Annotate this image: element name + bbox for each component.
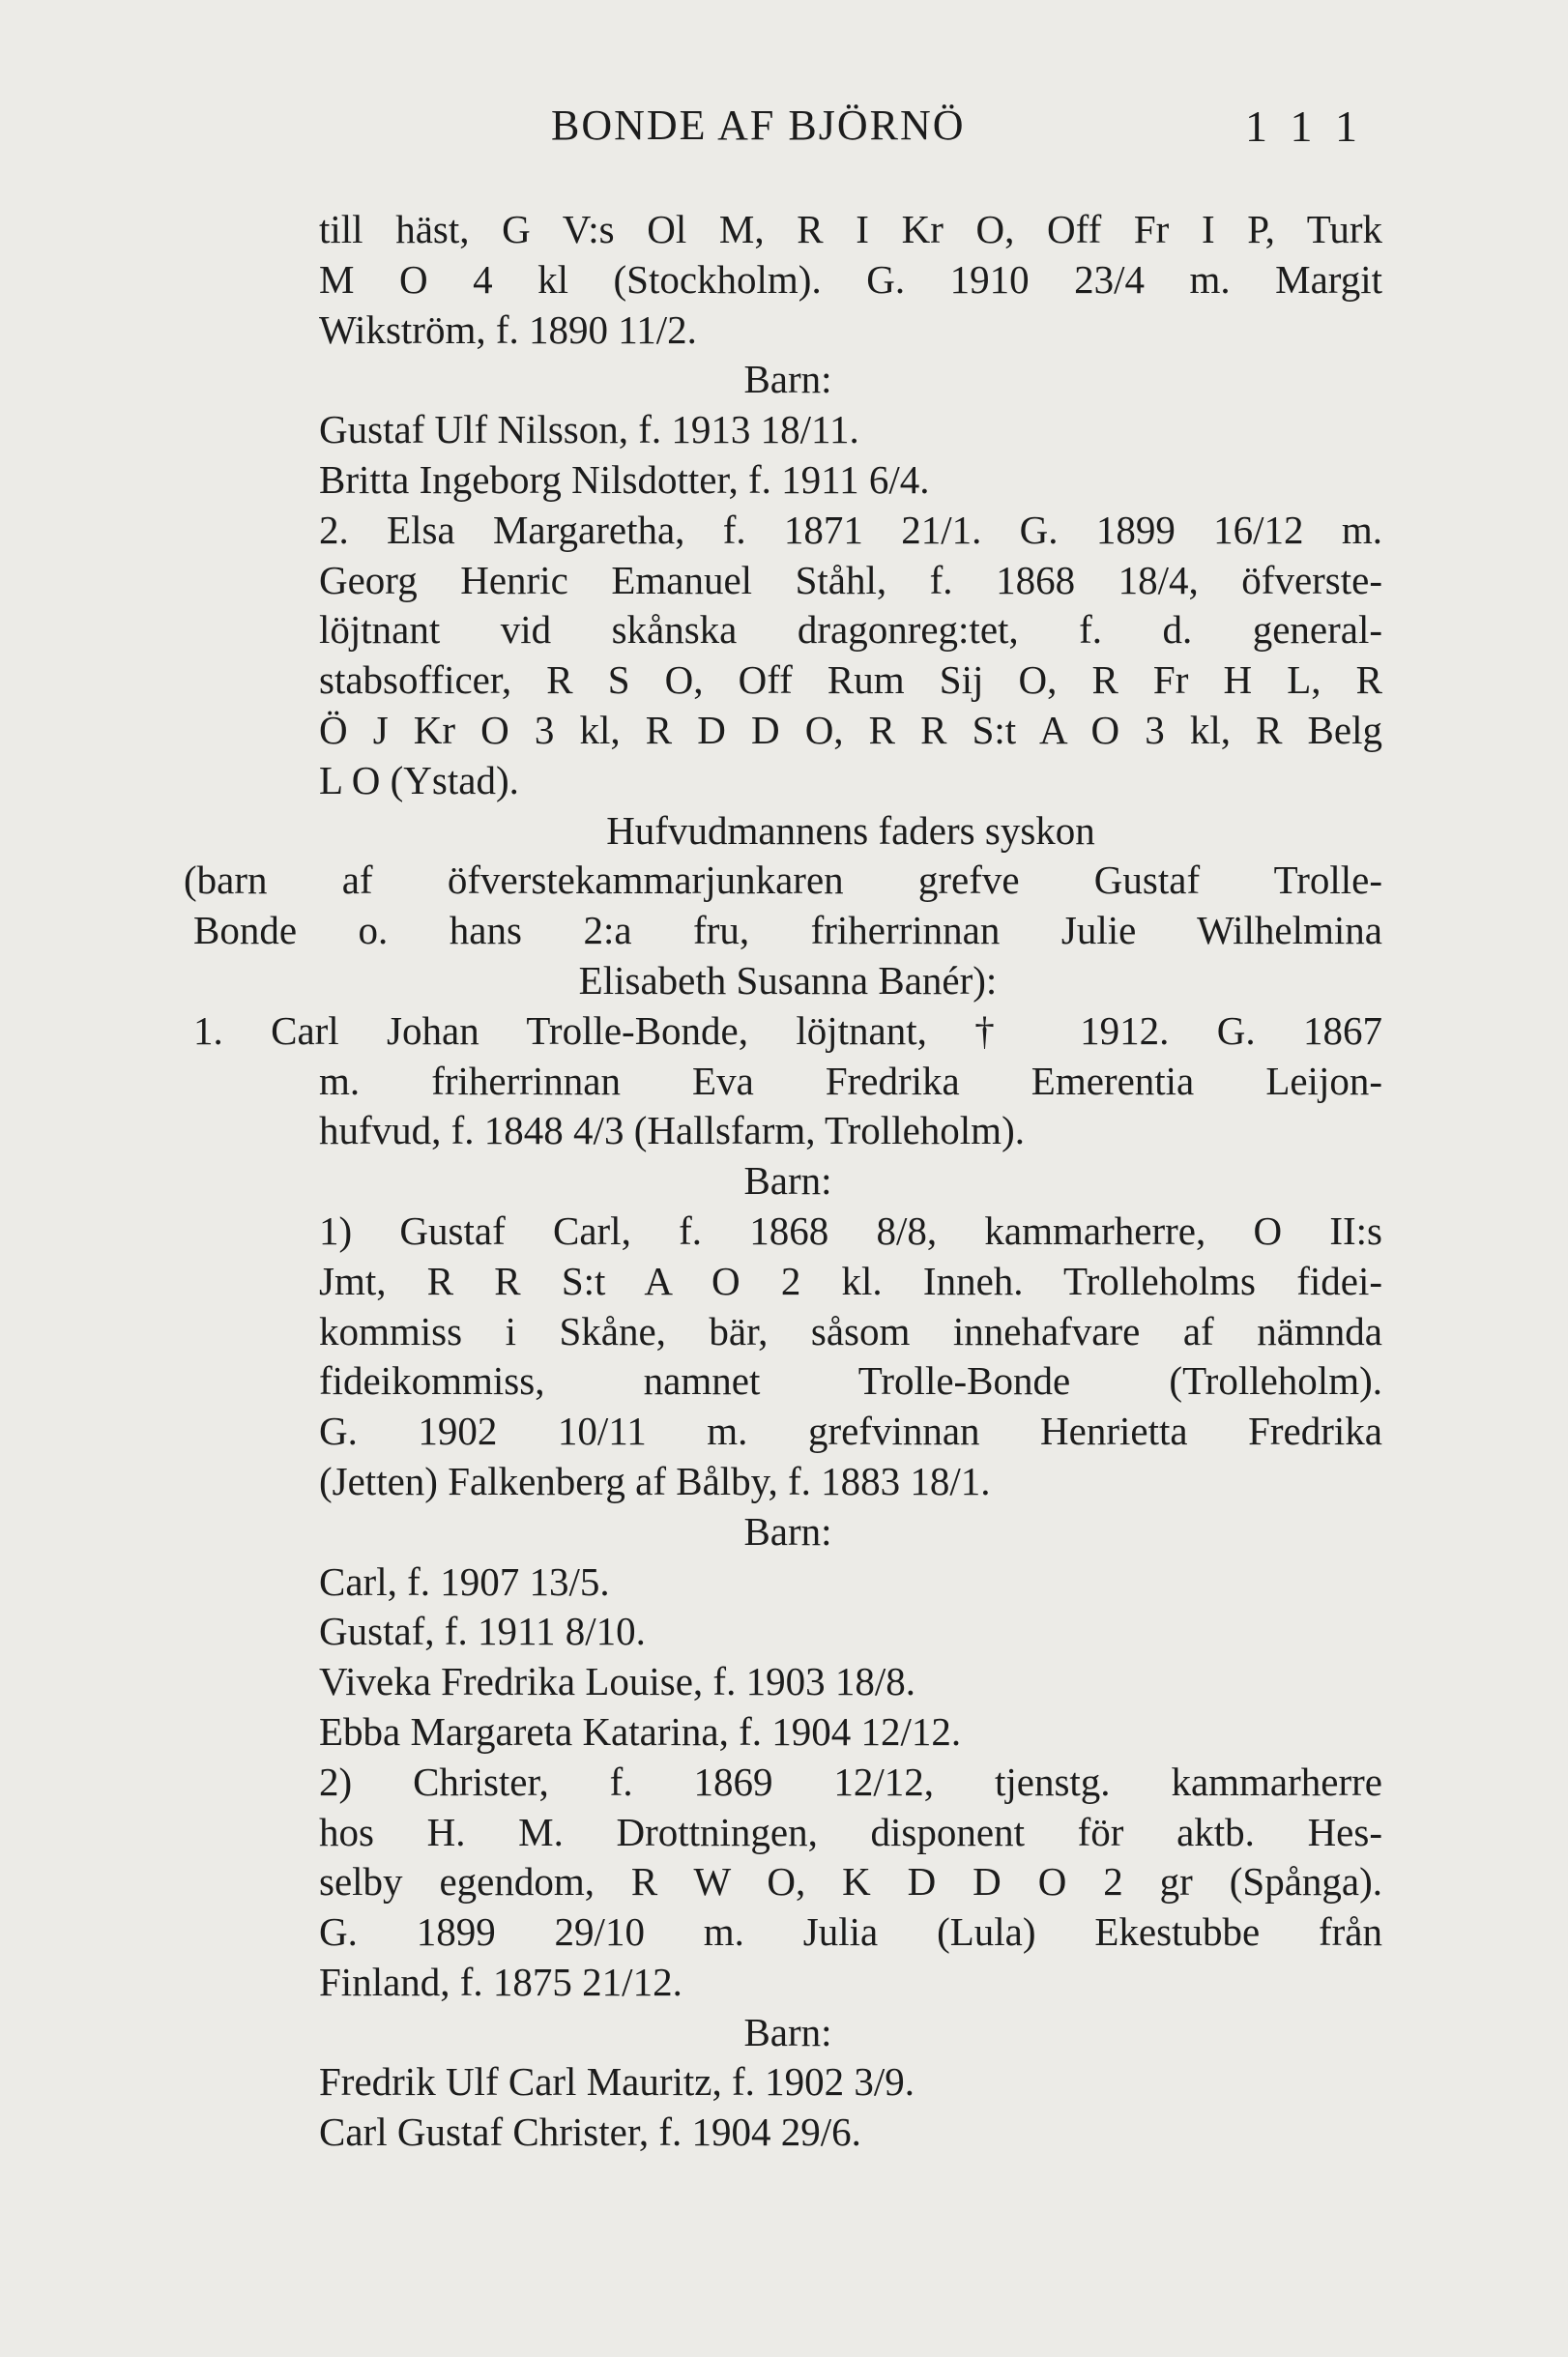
text-line: Jmt, R R S:t A O 2 kl. Inneh. Trolleholms fidei- [319,1258,1382,1303]
text-line: Gustaf, f. 1911 8/10. [319,1609,646,1654]
text-line: Hufvudmannens faders syskon [606,807,1095,853]
text-line: Barn: [743,2009,832,2054]
text-line: Ebba Margareta Katarina, f. 1904 12/12. [319,1708,962,1754]
text-line: M O 4 kl (Stockholm). G. 1910 23/4 m. Margit [319,256,1382,302]
text-line: fideikommiss, namnet Trolle-Bonde (Trolleholm). [319,1358,1382,1404]
text-line: 1. Carl Johan Trolle-Bonde, löjtnant, † 1912. G. 1867 [193,1007,1382,1053]
text-line: till häst, G V:s Ol M, R I Kr O, Off Fr I P, Turk [319,207,1382,251]
text-line: selby egendom, R W O, K D D O 2 gr (Spånga). [319,1859,1382,1905]
text-line: Carl Gustaf Christer, f. 1904 29/6. [319,2110,861,2155]
text-line: G. 1899 29/10 m. Julia (Lula) Ekestubbe från [319,1909,1382,1955]
text-line: löjtnant vid skånska dragonreg:tet, f. d. general- [319,607,1382,653]
text-line: Finland, f. 1875 21/12. [319,1959,682,2004]
text-line: Gustaf Ulf Nilsson, f. 1913 18/11. [319,407,859,452]
text-line: Barn: [743,1158,832,1204]
text-line: m. friherrinnan Eva Fredrika Emerentia Leijon- [319,1058,1382,1103]
text-line: Barn: [743,1508,832,1554]
text-line: (barn af öfverstekammarjunkaren grefve Gustaf Trolle- [184,858,1382,903]
text-line: 1) Gustaf Carl, f. 1868 8/8, kammarherre, O II:s [319,1208,1382,1253]
text-line: kommiss i Skåne, bär, såsom innehafvare af nämnda [319,1308,1382,1353]
genealogy-text [184,205,1382,2158]
text-line: Wikström, f. 1890 11/2. [319,306,697,352]
text-line: Georg Henric Emanuel Ståhl, f. 1868 18/4, öfverste- [319,557,1382,602]
text-line: Barn: [743,357,832,402]
page-header [319,101,1363,159]
text-line: Viveka Fredrika Louise, f. 1903 18/8. [319,1659,915,1704]
text-line: 2. Elsa Margaretha, f. 1871 21/1. G. 1899 16/12 m. [319,507,1382,552]
text-line: Ö J Kr O 3 kl, R D D O, R R S:t A O 3 kl, R Belg [319,707,1382,752]
text-line: hos H. M. Drottningen, disponent för aktb. Hes- [319,1809,1382,1854]
text-line: Bonde o. hans 2:a fru, friherrinnan Julie Wilhelmina [193,908,1382,953]
text-line: stabsofficer, R S O, Off Rum Sij O, R Fr H L, R [319,657,1382,703]
text-line: hufvud, f. 1848 4/3 (Hallsfarm, Trolleholm). [319,1108,1025,1153]
running-head: BONDE AF BJÖRNÖ [551,102,966,149]
text-line: 2) Christer, f. 1869 12/12, tjenstg. kammarherre [319,1759,1382,1804]
text-line: G. 1902 10/11 m. grefvinnan Henrietta Fredrika [319,1409,1382,1454]
text-line: Carl, f. 1907 13/5. [319,1558,610,1604]
text-line: (Jetten) Falkenberg af Bålby, f. 1883 18/1. [319,1458,991,1503]
text-line: Elisabeth Susanna Banér): [578,957,998,1003]
text-line: Britta Ingeborg Nilsdotter, f. 1911 6/4. [319,456,930,502]
text-line: Fredrik Ulf Carl Mauritz, f. 1902 3/9. [319,2059,915,2105]
text-line: L O (Ystad). [319,757,519,802]
page-number: 1 1 1 [1245,102,1363,151]
